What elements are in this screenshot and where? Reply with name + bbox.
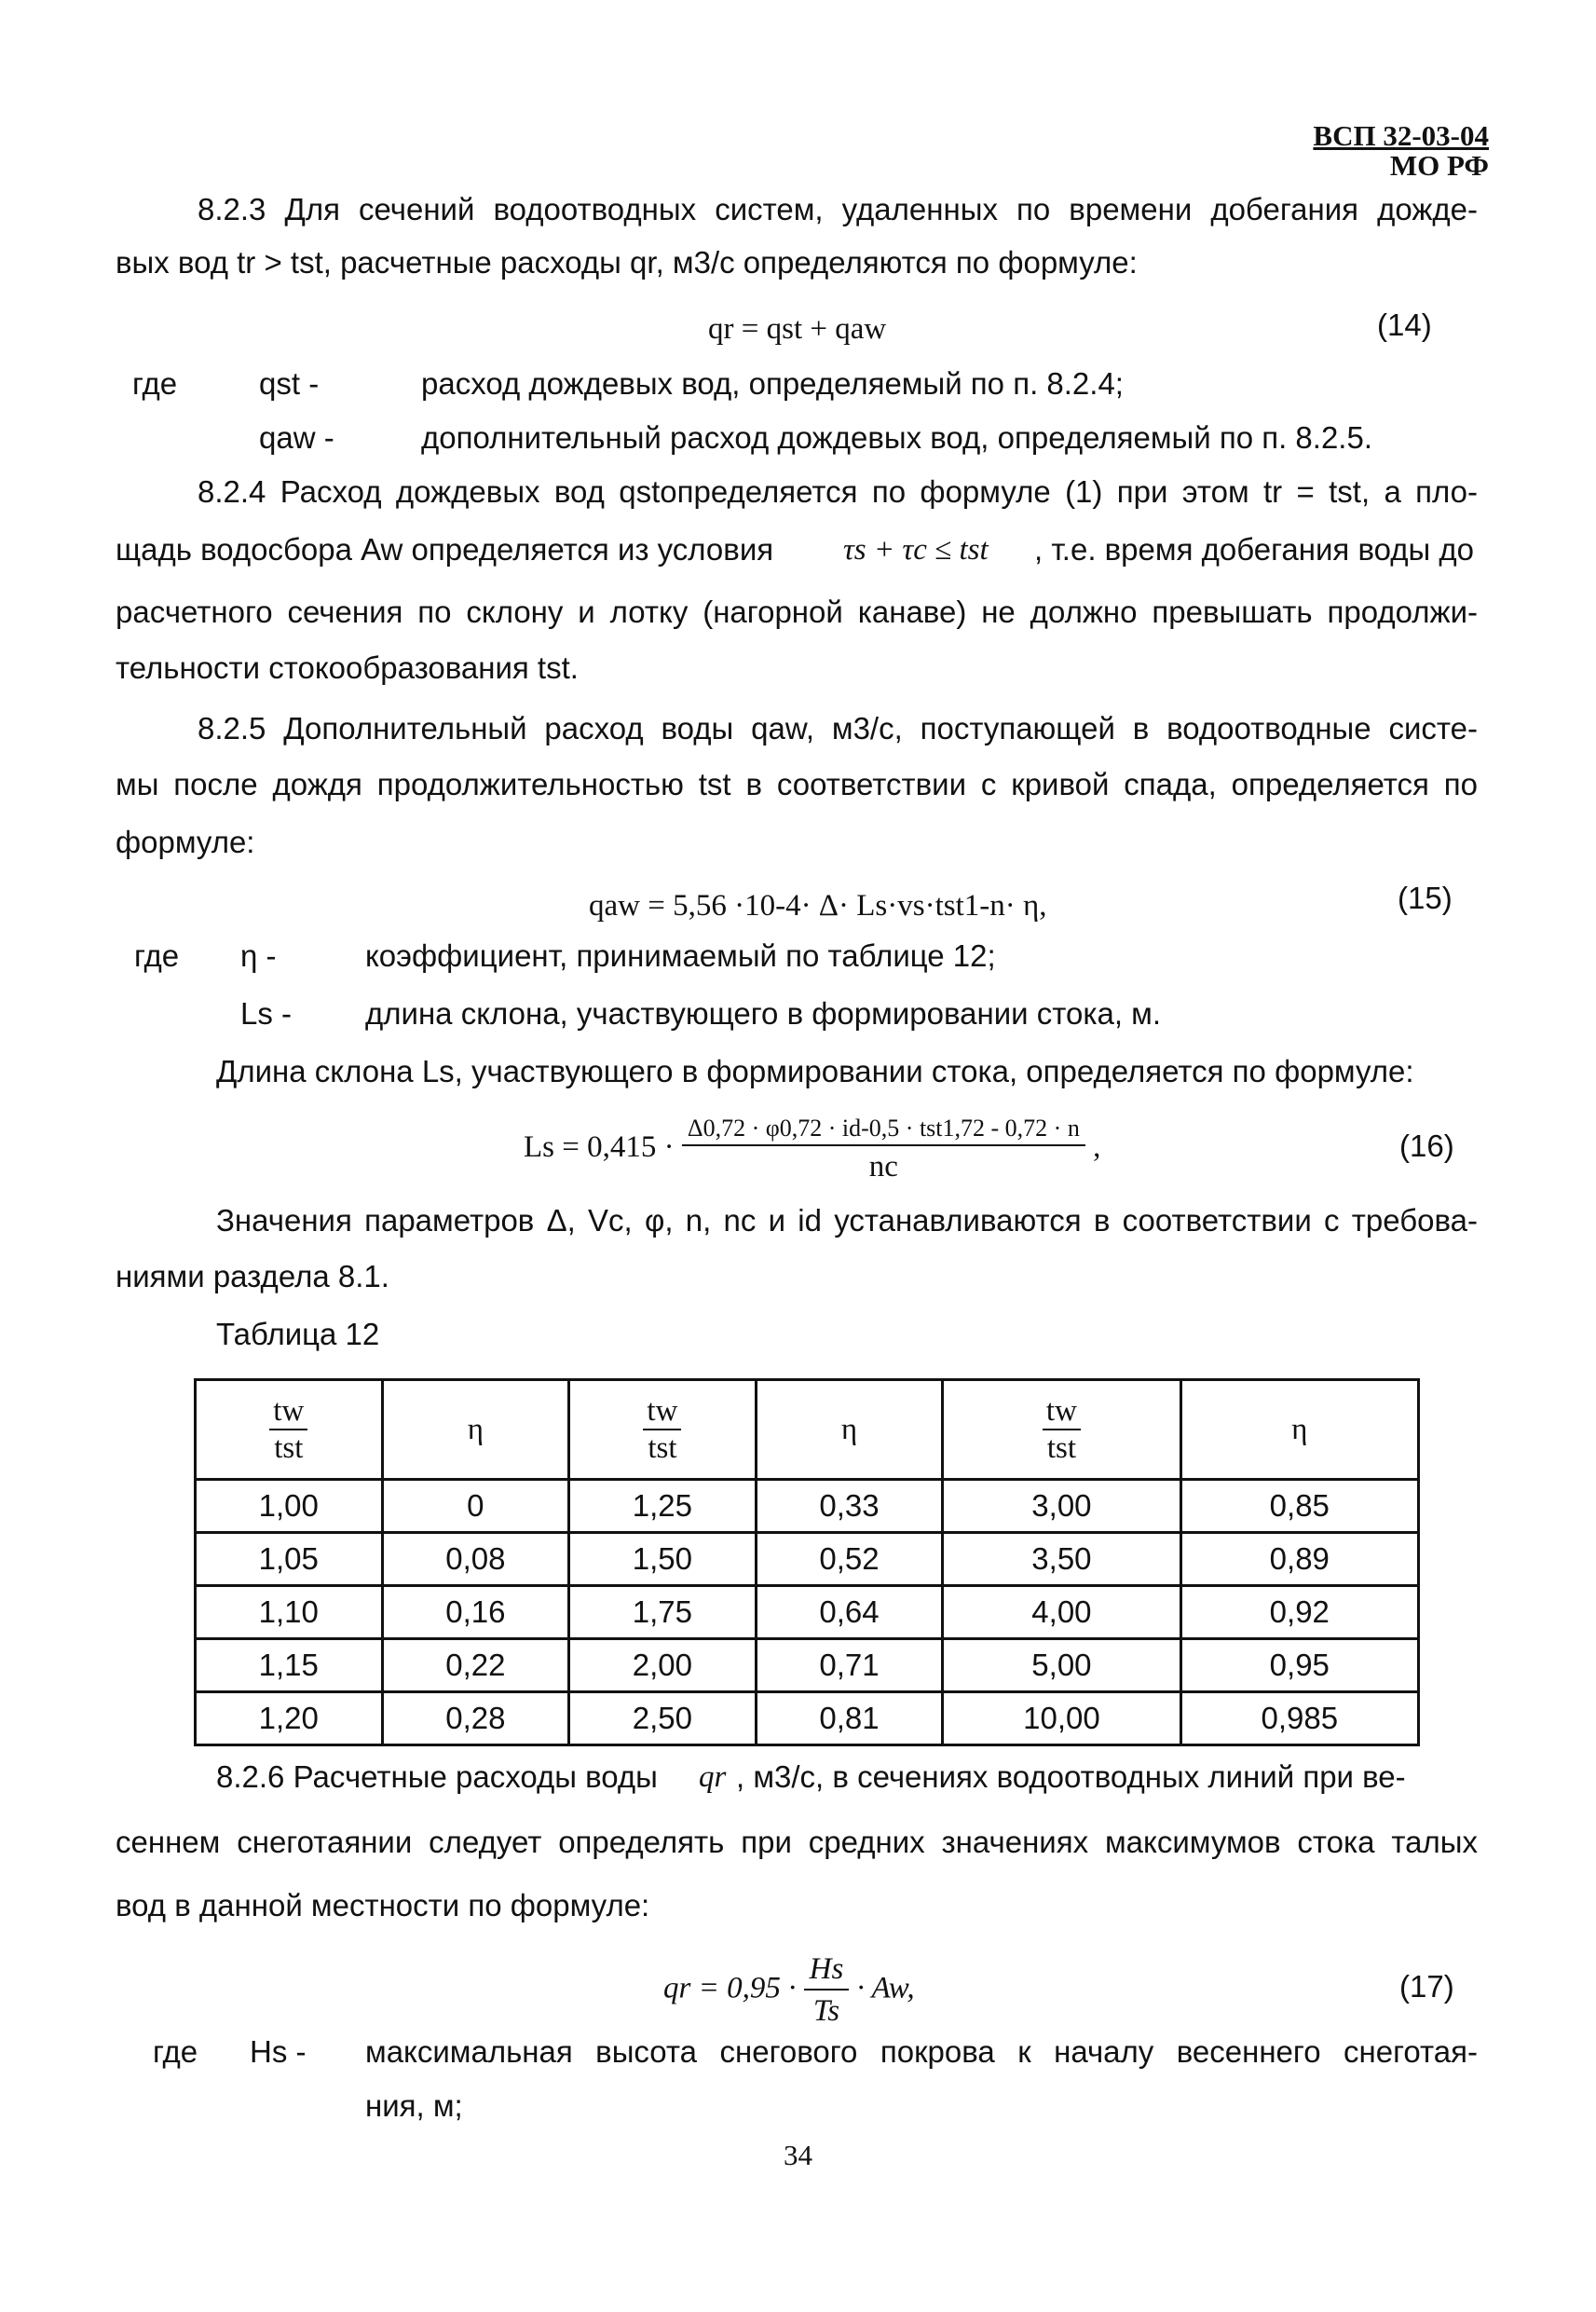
ratio-denominator: tst: [648, 1431, 677, 1465]
p824-line3: расчетного сечения по склону и лотку (нагорной канаве) не должно превышать продолжи-: [116, 595, 1478, 629]
symbol-eta: η -: [240, 938, 277, 973]
table-cell: 0,985: [1180, 1692, 1418, 1745]
ratio-numerator: tw: [643, 1393, 681, 1430]
table-cell: 0,89: [1180, 1533, 1418, 1586]
header-ratio: [943, 1380, 1180, 1480]
document-org: МО РФ: [1389, 149, 1489, 182]
equation-17-lhs: qr = 0,95 ·: [663, 1971, 797, 2005]
equation-16-comma: ,: [1093, 1130, 1101, 1165]
table-row: [196, 1639, 1419, 1692]
equation-17-rhs: · Aw,: [856, 1971, 915, 2005]
table-cell: 0,64: [756, 1586, 943, 1639]
equation-17: [663, 1952, 915, 2029]
p824-line2-end: , т.е. время добегания воды до: [1034, 532, 1475, 567]
definition-ls: длина склона, участвующего в формировании стока, м.: [365, 996, 1162, 1031]
table-cell: 1,75: [569, 1586, 757, 1639]
table-12: [194, 1378, 1420, 1746]
definition-qst: расход дождевых вод, определяемый по п. 8.2.4;: [421, 366, 1124, 401]
table-cell: 0,22: [382, 1639, 569, 1692]
equation-16-lhs: Ls = 0,415 ·: [524, 1130, 675, 1165]
definition-hs-line1: максимальная высота снегового покрова к началу весеннего снеготая-: [365, 2034, 1478, 2069]
header-eta: η: [1180, 1380, 1418, 1480]
equation-17-fraction: [804, 1952, 850, 2029]
header-eta: η: [382, 1380, 569, 1480]
table-cell: 1,05: [196, 1533, 383, 1586]
table-cell: 0,52: [756, 1533, 943, 1586]
table-cell: 1,25: [569, 1480, 757, 1533]
inequality-formula: τs + τc ≤ tst: [843, 533, 989, 567]
table-cell: 0,08: [382, 1533, 569, 1586]
p825-line2: мы после дождя продолжительностью tst в соответствии с кривой спада, определяется по: [116, 767, 1478, 801]
table-cell: 0,92: [1180, 1586, 1418, 1639]
table-cell: 5,00: [943, 1639, 1180, 1692]
where-label: где: [132, 366, 178, 401]
equation-16-number: (16): [1399, 1129, 1454, 1163]
params-line1: Значения параметров Δ, Vc, φ, n, nc и id устанавливаются в соответствии с требова-: [216, 1203, 1478, 1238]
symbol-qaw: qaw -: [259, 420, 334, 455]
table-cell: 10,00: [943, 1692, 1180, 1745]
params-line2: ниями раздела 8.1.: [116, 1259, 389, 1293]
table-cell: 0,85: [1180, 1480, 1418, 1533]
table-row: [196, 1533, 1419, 1586]
table-cell: 0,95: [1180, 1639, 1418, 1692]
qr-symbol: qr: [699, 1760, 727, 1794]
table-cell: 0,28: [382, 1692, 569, 1745]
definition-hs-line2: ния, м;: [365, 2088, 463, 2123]
table-cell: 1,20: [196, 1692, 383, 1745]
table-row: [196, 1586, 1419, 1639]
equation-15: qaw = 5,56 ·10-4· Δ· Ls·vs·tst1-n· η,: [589, 889, 1047, 923]
table-cell: 0,71: [756, 1639, 943, 1692]
p823-line1: 8.2.3 Для сечений водоотводных систем, удаленных по времени добегания дожде-: [198, 192, 1478, 226]
slope-length-sentence: Длина склона Ls, участвующего в формировании стока, определяется по формуле:: [216, 1054, 1414, 1088]
header-eta: η: [756, 1380, 943, 1480]
p824-line1: 8.2.4 Расход дождевых вод qstопределяется по формуле (1) при этом tr = tst, а пло-: [198, 474, 1478, 509]
table-cell: 0: [382, 1480, 569, 1533]
document-code: ВСП 32-03-04: [1313, 119, 1489, 152]
p826-line2: сеннем снеготаянии следует определять при средних значениях максимумов стока талых: [116, 1825, 1478, 1859]
equation-17-numerator: Hs: [804, 1952, 850, 1991]
definition-qaw: дополнительный расход дождевых вод, определяемый по п. 8.2.5.: [421, 420, 1372, 455]
equation-16-numerator: Δ0,72 · φ0,72 · id-0,5 · tst1,72 - 0,72 · n: [682, 1115, 1085, 1146]
equation-14: qr = qst + qaw: [708, 312, 887, 346]
where-label: где: [153, 2034, 198, 2069]
table-cell: 0,16: [382, 1586, 569, 1639]
table-cell: 4,00: [943, 1586, 1180, 1639]
equation-17-number: (17): [1399, 1969, 1454, 2004]
ratio-numerator: tw: [269, 1393, 307, 1430]
symbol-qst: qst -: [259, 366, 320, 401]
symbol-hs: Hs -: [250, 2034, 307, 2069]
p826-line1-end: , м3/с, в сечениях водоотводных линий при ве-: [736, 1759, 1406, 1794]
equation-16-denominator: nc: [868, 1150, 898, 1183]
header-ratio: [569, 1380, 757, 1480]
table-cell: 1,15: [196, 1639, 383, 1692]
table-row: [196, 1692, 1419, 1745]
ratio-numerator: tw: [1043, 1393, 1081, 1430]
table-cell: 2,50: [569, 1692, 757, 1745]
equation-16-fraction: [682, 1115, 1085, 1184]
table-cell: 0,81: [756, 1692, 943, 1745]
symbol-ls: Ls -: [240, 996, 293, 1031]
p825-line1: 8.2.5 Дополнительный расход воды qaw, м3/с, поступающей в водоотводные систе-: [198, 711, 1478, 746]
ratio-denominator: tst: [274, 1431, 304, 1465]
table-cell: 1,00: [196, 1480, 383, 1533]
table-cell: 1,50: [569, 1533, 757, 1586]
p825-line3: формуле:: [116, 825, 255, 859]
table-header-row: [196, 1380, 1419, 1480]
equation-16: [524, 1115, 1100, 1184]
table-row: [196, 1480, 1419, 1533]
definition-eta: коэффициент, принимаемый по таблице 12;: [365, 938, 996, 973]
table-cell: 3,50: [943, 1533, 1180, 1586]
p824-line2-start: щадь водосбора Aw определяется из условия: [116, 532, 774, 567]
table-title: Таблица 12: [216, 1317, 380, 1351]
ratio-denominator: tst: [1046, 1431, 1077, 1465]
header-ratio: [196, 1380, 383, 1480]
p826-line3: вод в данной местности по формуле:: [116, 1888, 650, 1922]
table-cell: 2,00: [569, 1639, 757, 1692]
page-number: 34: [784, 2139, 812, 2171]
equation-15-number: (15): [1398, 881, 1453, 915]
equation-17-denominator: Ts: [812, 1994, 840, 2028]
table-cell: 0,33: [756, 1480, 943, 1533]
table-cell: 3,00: [943, 1480, 1180, 1533]
p824-line4: тельности стокообразования tst.: [116, 650, 579, 685]
table-cell: 1,10: [196, 1586, 383, 1639]
p823-line2: вых вод tr > tst, расчетные расходы qr, м3/с определяются по формуле:: [116, 245, 1138, 280]
where-label: где: [134, 938, 180, 973]
p826-line1-start: 8.2.6 Расчетные расходы воды: [216, 1759, 658, 1794]
equation-14-number: (14): [1377, 308, 1432, 342]
